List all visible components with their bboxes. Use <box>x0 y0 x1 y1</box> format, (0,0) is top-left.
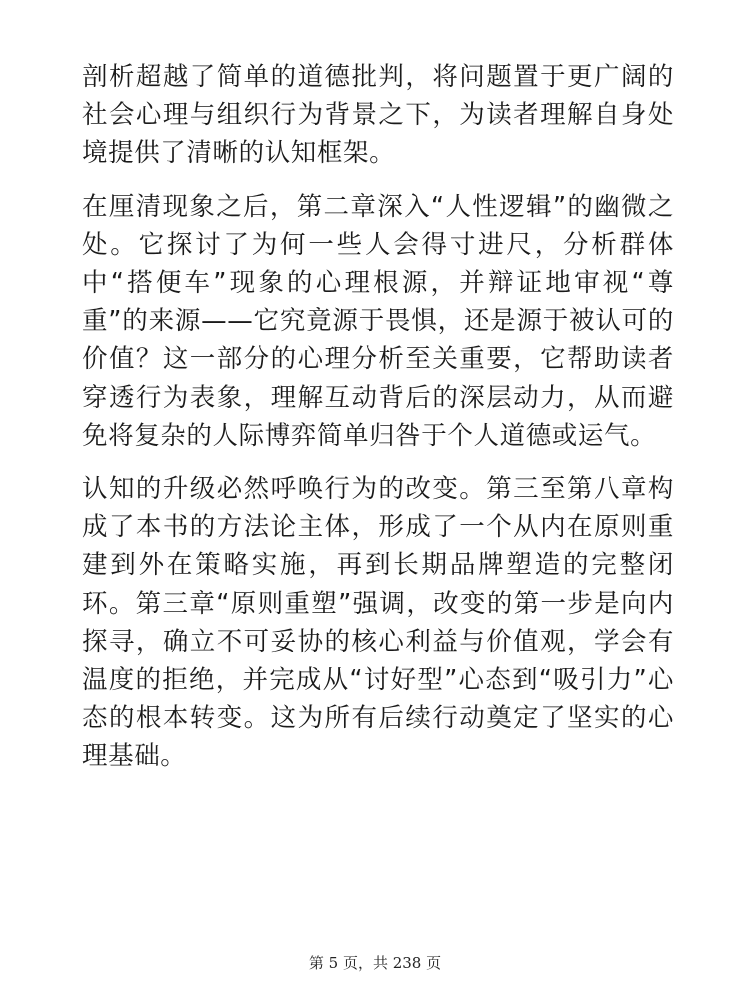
page-number: 第 5 页，共 238 页 <box>308 954 442 972</box>
paragraph-3: 认知的升级必然呼唤行为的改变。第三至第八章构成了本书的方法论主体，形成了一个从内在原则重建到外在策略实施，再到长期品牌塑造的完整闭环。第三章“原则重塑”强调，改变的第一步是向内探寻，确立不可妥协的核心利益与价值观，学会有温度的拒绝，并完成从“讨好型”心态到“吸引力”心态的根本转变。这为所有后续行动奠定了坚实的心理基础。 <box>82 474 674 772</box>
paragraph-1: 剖析超越了简单的道德批判，将问题置于更广阔的社会心理与组织行为背景之下，为读者理解自身处境提供了清晰的认知框架。 <box>82 62 674 169</box>
body-text <box>82 58 674 791</box>
paragraph-2: 在厘清现象之后，第二章深入“人性逻辑”的幽微之处。它探讨了为何一些人会得寸进尺，分析群体中“搭便车”现象的心理根源，并辩证地审视“尊重”的来源——它究竟源于畏惧，还是源于被认可的价值？这一部分的心理分析至关重要，它帮助读者穿透行为表象，理解互动背后的深层动力，从而避免将复杂的人际博弈简单归咎于个人道德或运气。 <box>82 191 674 451</box>
